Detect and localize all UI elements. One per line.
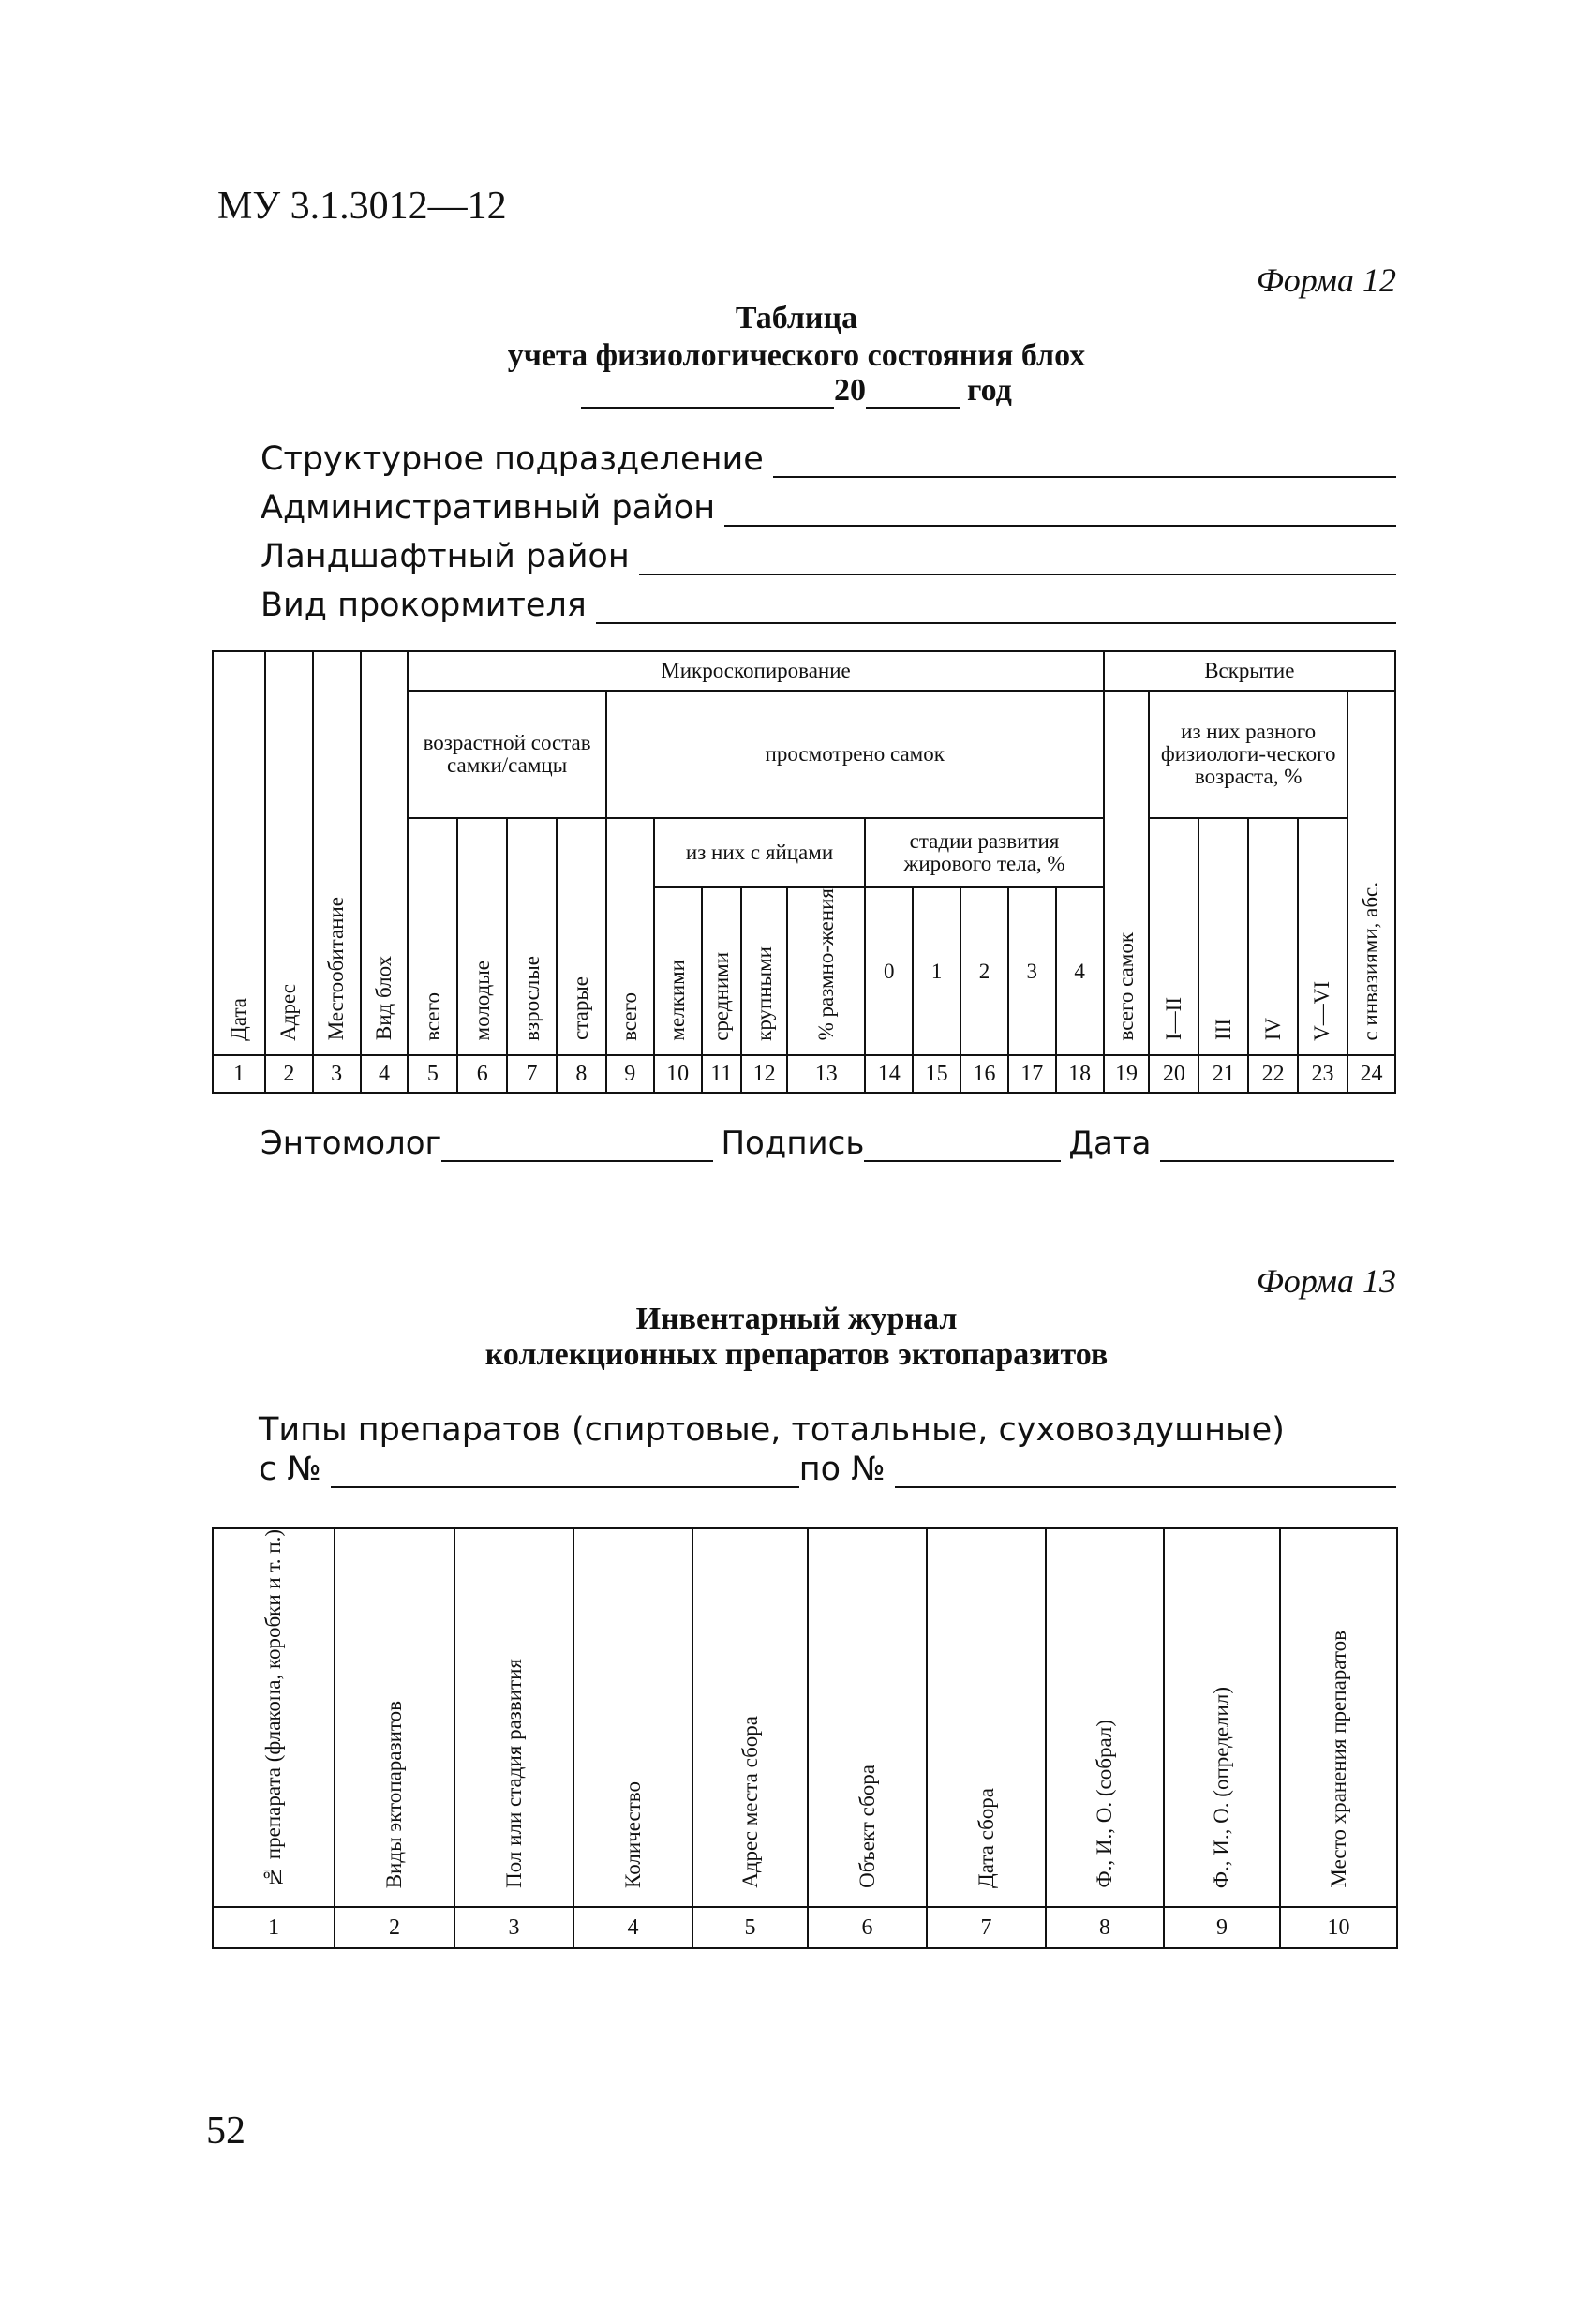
inventory-journal-table (212, 1527, 1398, 1949)
col-collection-date: Дата сбора (927, 1528, 1046, 1907)
col-physio-2: III (1198, 818, 1248, 1055)
form-12-label: Форма 12 (1256, 261, 1396, 299)
form-12-title-line1: Таблица (735, 301, 858, 335)
col-habitat: Местообитание (313, 651, 361, 1055)
col-num: 7 (507, 1055, 557, 1093)
col-preparation-number: № препарата (флакона, коробки и т. п.) (213, 1528, 335, 1907)
admin-district-input[interactable] (724, 499, 1396, 527)
col-reproduction-pct: % размно-жения (787, 887, 865, 1055)
signature-line (261, 1125, 1394, 1162)
col-num: 1 (213, 1055, 265, 1093)
field-structural-unit: Структурное подразделение (261, 440, 1396, 478)
col-num: 3 (313, 1055, 361, 1093)
col-physio-1: I—II (1149, 818, 1198, 1055)
col-collection-address: Адрес места сбора (692, 1528, 808, 1907)
group-with-eggs: из них с яйцами (654, 818, 866, 887)
col-collected-by: Ф., И., О. (собрал) (1046, 1528, 1164, 1907)
field-host-species: Вид прокормителя (261, 587, 1396, 624)
preparation-types-line: Типы препаратов (спиртовые, тотальные, суховоздушные) (259, 1411, 1285, 1449)
col-age-old: старые (557, 818, 606, 1055)
form-13-label: Форма 13 (1256, 1262, 1396, 1300)
number-range-line (259, 1451, 1396, 1488)
form-12-title-line2: учета физиологического состояния блох (507, 338, 1086, 373)
col-num: 4 (361, 1055, 409, 1093)
col-viewed-total: всего (606, 818, 654, 1055)
col-fat-2: 2 (960, 887, 1008, 1055)
col-eggs-medium: средними (702, 887, 742, 1055)
col-num: 8 (1046, 1907, 1164, 1948)
col-num: 5 (692, 1907, 808, 1948)
col-eggs-small: мелкими (654, 887, 702, 1055)
year-blank-1[interactable] (581, 382, 834, 409)
col-num: 2 (265, 1055, 313, 1093)
year-line (581, 373, 1012, 409)
signature-input[interactable] (864, 1136, 1061, 1162)
field-landscape-district: Ландшафтный район (261, 538, 1396, 575)
col-num: 14 (865, 1055, 913, 1093)
col-num: 21 (1198, 1055, 1248, 1093)
col-num: 17 (1008, 1055, 1056, 1093)
col-num: 16 (960, 1055, 1008, 1093)
col-identified-by: Ф., И., О. (определил) (1164, 1528, 1280, 1907)
structural-unit-input[interactable] (773, 450, 1396, 478)
from-number-label: с № (259, 1451, 321, 1488)
col-flea-species: Вид блох (361, 651, 409, 1055)
flea-physiology-table (212, 650, 1396, 1094)
col-num: 8 (557, 1055, 606, 1093)
col-date: Дата (213, 651, 265, 1055)
col-fat-1: 1 (913, 887, 960, 1055)
col-num: 10 (654, 1055, 702, 1093)
year-blank-2[interactable] (866, 382, 960, 409)
date-label: Дата (1068, 1125, 1152, 1162)
col-num: 20 (1149, 1055, 1198, 1093)
col-num: 24 (1347, 1055, 1395, 1093)
col-sex-or-stage: Пол или стадия развития (454, 1528, 573, 1907)
form-13-title-line2: коллекционных препаратов эктопаразитов (484, 1337, 1109, 1372)
col-fat-0: 0 (865, 887, 913, 1055)
entomologist-input[interactable] (441, 1136, 713, 1162)
col-age-young: молодые (457, 818, 507, 1055)
column-numbers-row (213, 1055, 1395, 1093)
col-physio-4: V—VI (1298, 818, 1347, 1055)
to-number-label: по № (798, 1451, 886, 1488)
col-address: Адрес (265, 651, 313, 1055)
group-physio-age: из них разного физиологи-ческого возраста, % (1149, 691, 1347, 818)
col-quantity: Количество (573, 1528, 692, 1907)
col-num: 6 (457, 1055, 507, 1093)
year-suffix: год (967, 373, 1012, 408)
col-invasions: с инвазиями, абс. (1347, 691, 1395, 1055)
col-num: 22 (1248, 1055, 1298, 1093)
col-storage-place: Место хранения препаратов (1280, 1528, 1397, 1907)
col-females-total: всего самок (1104, 691, 1150, 1055)
group-females-viewed: просмотрено самок (606, 691, 1104, 818)
col-num: 13 (787, 1055, 865, 1093)
group-age-composition: возрастной состав самки/самцы (408, 691, 605, 818)
landscape-district-input[interactable] (639, 547, 1396, 575)
document-code: МУ 3.1.3012—12 (217, 185, 507, 228)
field-admin-district: Административный район (261, 489, 1396, 527)
col-num: 6 (808, 1907, 927, 1948)
year-prefix: 20 (834, 373, 866, 408)
from-number-input[interactable] (331, 1462, 799, 1488)
col-num: 9 (606, 1055, 654, 1093)
col-num: 7 (927, 1907, 1046, 1948)
col-num: 10 (1280, 1907, 1397, 1948)
col-num: 23 (1298, 1055, 1347, 1093)
to-number-input[interactable] (895, 1460, 1396, 1488)
page-number: 52 (206, 2109, 246, 2153)
col-collection-object: Объект сбора (808, 1528, 927, 1907)
col-num: 2 (335, 1907, 454, 1948)
host-species-input[interactable] (596, 596, 1396, 624)
col-num: 19 (1104, 1055, 1150, 1093)
col-num: 9 (1164, 1907, 1280, 1948)
group-fat-body: стадии развития жирового тела, % (865, 818, 1103, 887)
column-numbers-row (213, 1907, 1397, 1948)
col-physio-3: IV (1248, 818, 1298, 1055)
col-num: 18 (1056, 1055, 1104, 1093)
col-num: 12 (741, 1055, 787, 1093)
col-num: 3 (454, 1907, 573, 1948)
entomologist-label: Энтомолог (261, 1125, 442, 1162)
col-age-adult: взрослые (507, 818, 557, 1055)
group-microscopy: Микроскопирование (408, 651, 1103, 691)
col-num: 5 (408, 1055, 457, 1093)
signature-label: Подпись (721, 1125, 865, 1162)
group-dissection: Вскрытие (1104, 651, 1395, 691)
col-num: 4 (573, 1907, 692, 1948)
date-input[interactable] (1160, 1136, 1394, 1162)
col-num: 15 (913, 1055, 960, 1093)
form-13-title-line1: Инвентарный журнал (635, 1302, 958, 1336)
col-age-total: всего (408, 818, 457, 1055)
col-ectoparasite-species: Виды эктопаразитов (335, 1528, 454, 1907)
col-num: 1 (213, 1907, 335, 1948)
col-fat-3: 3 (1008, 887, 1056, 1055)
col-fat-4: 4 (1056, 887, 1104, 1055)
col-eggs-large: крупными (741, 887, 787, 1055)
col-num: 11 (702, 1055, 742, 1093)
